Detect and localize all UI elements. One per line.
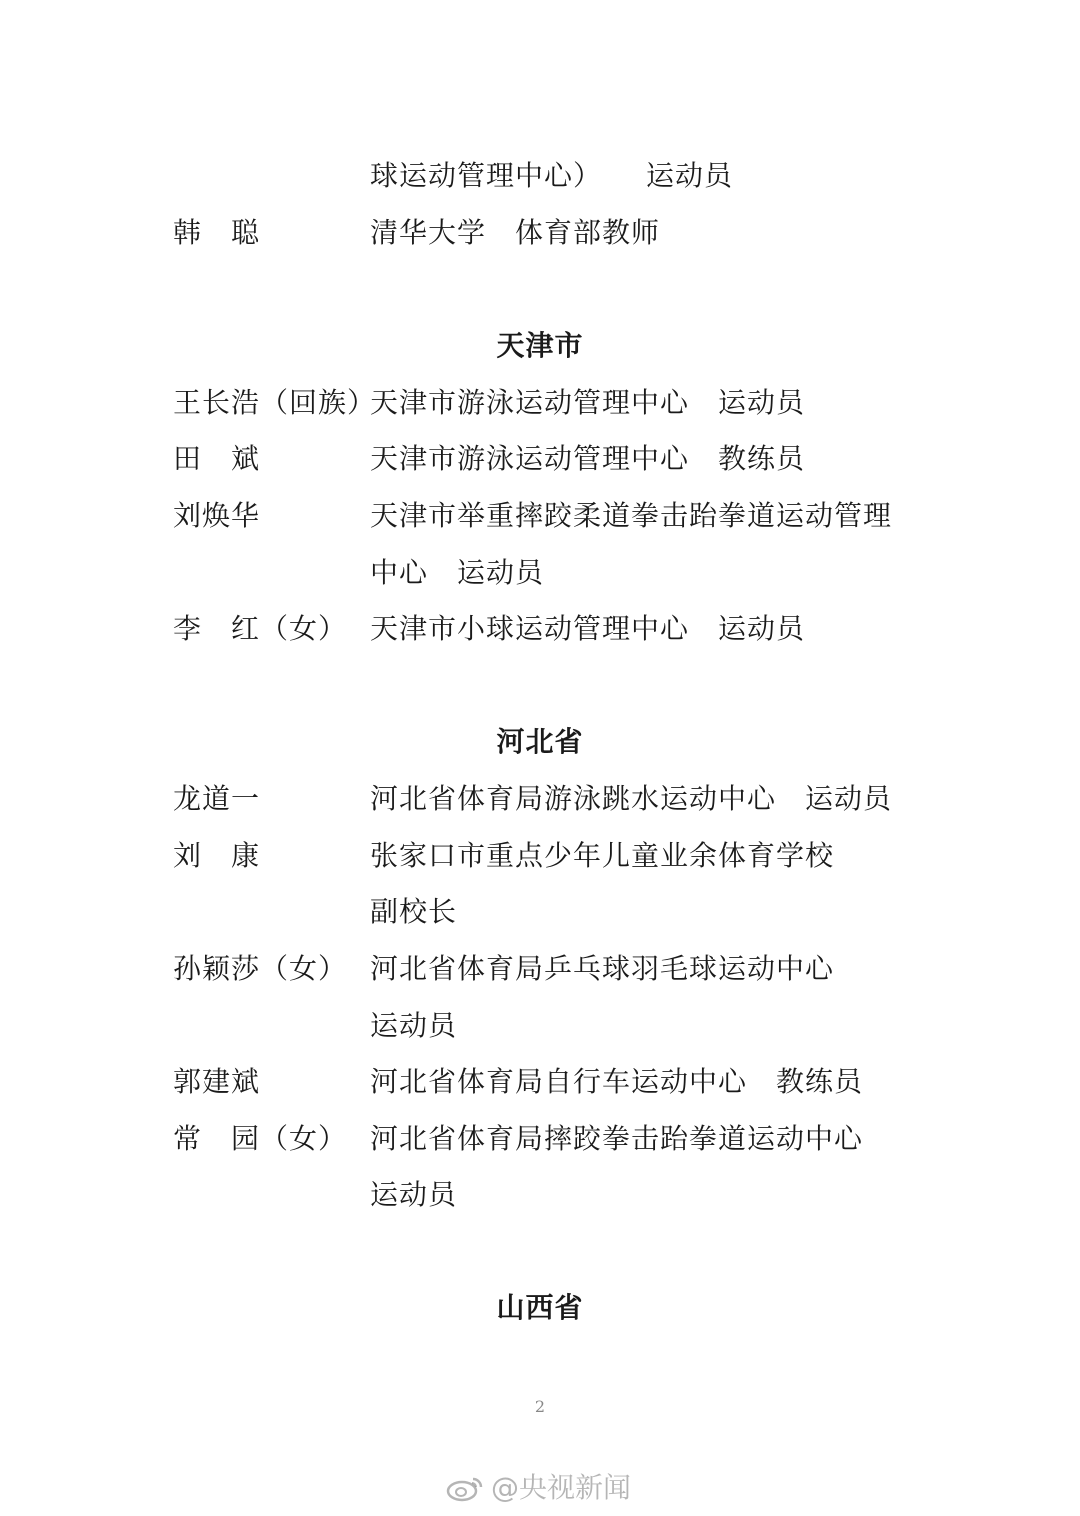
- section-heading-tianjin: 天津市: [496, 329, 584, 362]
- watermark: [445, 1470, 631, 1506]
- person-affiliation: 天津市举重摔跤柔道拳击跆拳道运动管理: [370, 499, 893, 532]
- section-heading-hebei: 河北省: [496, 725, 584, 758]
- person-affiliation: 河北省体育局游泳跳水运动中心 运动员: [370, 782, 893, 815]
- person-affiliation: 张家口市重点少年儿童业余体育学校: [370, 839, 835, 872]
- page-number: 2: [534, 1397, 546, 1416]
- watermark-text: @央视新闻: [491, 1471, 632, 1504]
- person-affiliation: 天津市游泳运动管理中心 运动员: [370, 386, 806, 419]
- person-affiliation-continued: 运动员: [370, 1178, 458, 1211]
- person-name: 郭建斌: [173, 1065, 261, 1098]
- continued-affiliation: 球运动管理中心） 运动员: [370, 159, 734, 192]
- person-name: 韩 聪: [173, 216, 261, 249]
- person-name: 龙道一: [173, 782, 261, 815]
- person-name: 孙颖莎（女）: [173, 952, 348, 985]
- person-name: 刘 康: [173, 839, 261, 872]
- person-name: 常 园（女）: [173, 1122, 348, 1155]
- person-affiliation: 河北省体育局乒乓球羽毛球运动中心: [370, 952, 835, 985]
- person-name: 田 斌: [173, 442, 261, 475]
- person-affiliation: 天津市小球运动管理中心 运动员: [370, 612, 806, 645]
- section-heading-shanxi: 山西省: [496, 1291, 584, 1324]
- person-affiliation: 河北省体育局摔跤拳击跆拳道运动中心: [370, 1122, 864, 1155]
- person-affiliation-continued: 中心 运动员: [370, 556, 545, 589]
- person-affiliation: 天津市游泳运动管理中心 教练员: [370, 442, 806, 475]
- person-name: 李 红（女）: [173, 612, 348, 645]
- weibo-logo-icon: [445, 1473, 485, 1503]
- person-name: 刘焕华: [173, 499, 261, 532]
- person-name: 王长浩（回族）: [173, 386, 377, 419]
- person-affiliation: 清华大学 体育部教师: [370, 216, 661, 249]
- person-affiliation-continued: 运动员: [370, 1009, 458, 1042]
- person-affiliation: 河北省体育局自行车运动中心 教练员: [370, 1065, 864, 1098]
- person-affiliation-continued: 副校长: [370, 895, 458, 928]
